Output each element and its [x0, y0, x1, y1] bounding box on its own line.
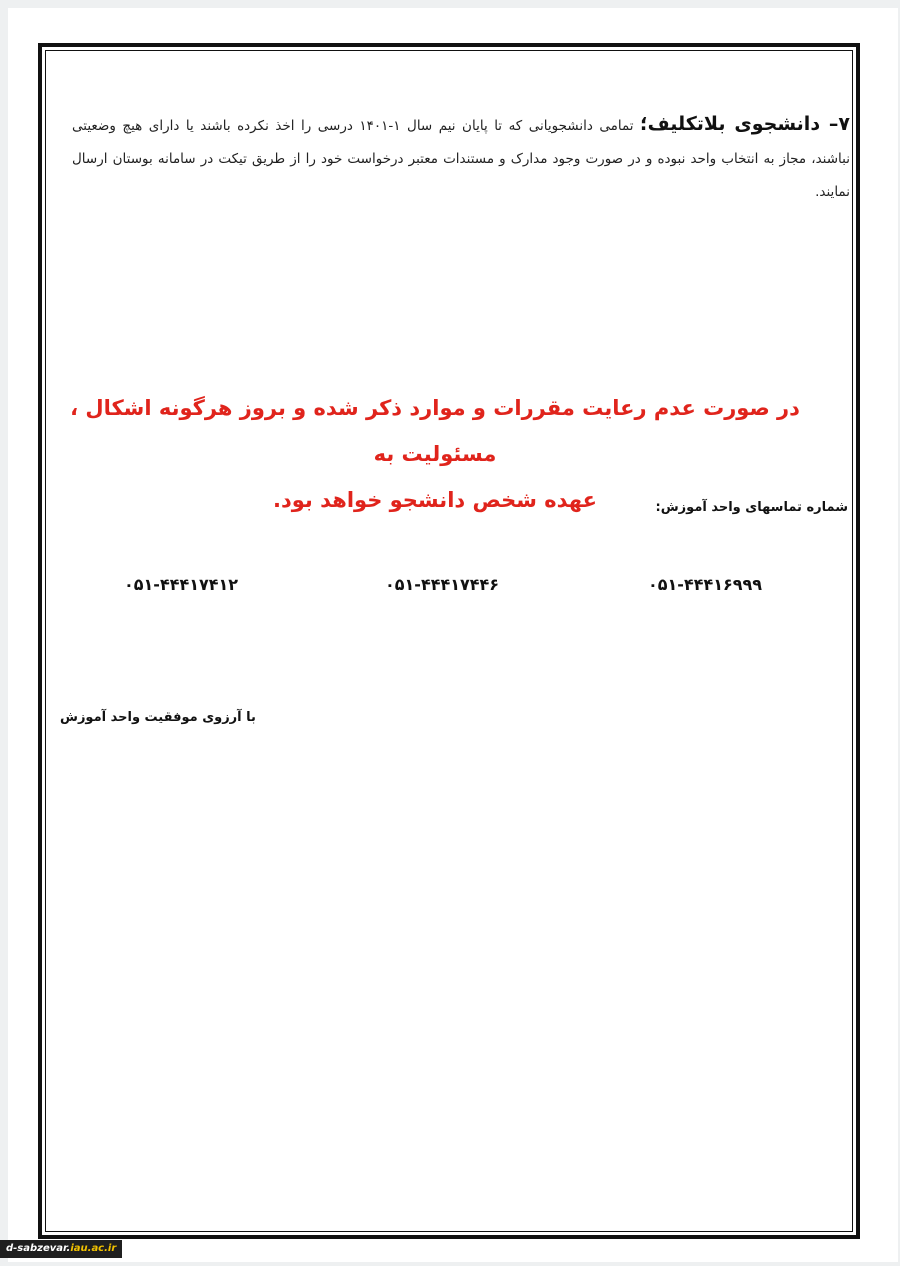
warning-line-2: عهده شخص دانشجو خواهد بود. — [273, 488, 597, 512]
closing-signature: با آرزوی موفقیت واحد آموزش — [60, 710, 256, 725]
phone-number: ۰۵۱-۴۴۴۱۷۴۴۶ — [385, 575, 500, 594]
phone-number: ۰۵۱-۴۴۴۱۷۴۱۲ — [124, 575, 239, 594]
inner-border-frame — [45, 50, 853, 1232]
watermark-domain-accent: iau.ac.ir — [70, 1243, 117, 1254]
site-watermark — [0, 1240, 122, 1258]
contacts-title: شماره تماسهای واحد آموزش: — [655, 500, 848, 515]
phone-number: ۰۵۱-۴۴۴۱۶۹۹۹ — [648, 575, 763, 594]
section-heading: ۷– دانشجوی بلاتکلیف؛ — [640, 113, 850, 135]
section-7-paragraph — [72, 108, 850, 209]
warning-line-1: در صورت عدم رعایت مقررات و موارد ذکر شده و بروز هرگونه اشکال ، مسئولیت به — [70, 396, 800, 466]
section-body-text: تمامی دانشجویانی که تا پایان نیم سال ۱-۱۴۰۱ درسی را اخذ نکرده باشند یا دارای هیچ وضعیتی نباشند، مجاز به انتخاب واحد نبوده و در صورت وجود مدارک و مستندات معتبر درخواست خود را از طریق تیکت در سامانه بوستان ارسال نمایند. — [72, 118, 850, 200]
watermark-domain: d-sabzevar. — [6, 1243, 71, 1254]
